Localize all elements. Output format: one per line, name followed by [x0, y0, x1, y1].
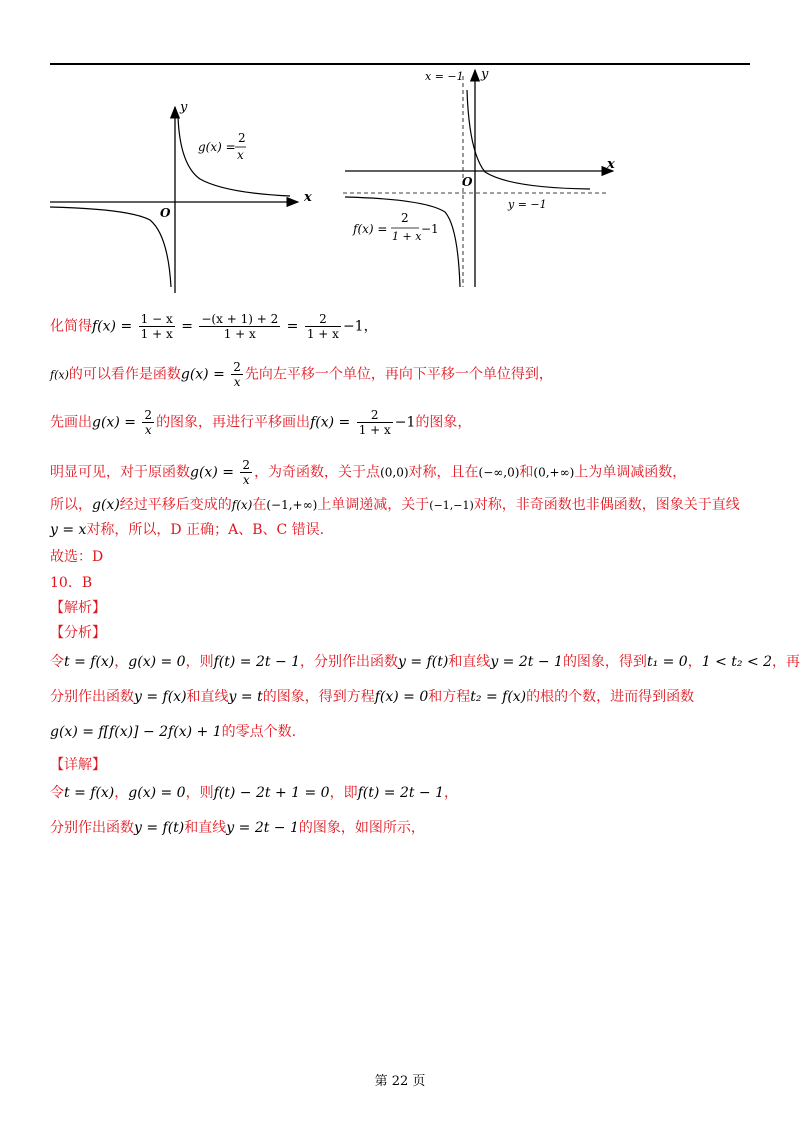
paragraph-translation: f(x)的可以看作是函数g(x) = $\frac{2}{x}$ 先向左平移一个单位，再向下平移一个单位得到， [50, 360, 553, 389]
func-label: g(x) = [198, 140, 236, 154]
paragraph-analysis-3: g(x) = f[f(x)] − 2f(x) + 1的零点个数. [50, 724, 297, 740]
page-number: 第 22 页 [374, 1074, 426, 1089]
curve-branch-right [178, 117, 290, 196]
curve-branch-right [467, 90, 590, 189]
func-den: x [237, 148, 244, 162]
y-axis-label: y [481, 67, 489, 82]
graph-g-of-x [50, 95, 320, 295]
x-axis-label: x [607, 157, 615, 172]
x-axis-label: x [304, 190, 312, 205]
paragraph-simplify: 化简得f(x) = $\frac{1 - x}{1 + x}$ = $\frac{-(x + 1) + 2}{1 + x}$ = $\frac{2}{1 + x}$ −1， [50, 312, 378, 341]
section-analysis: 【解析】 [50, 600, 106, 616]
paragraph-conclusion: 所以，g(x)经过平移后变成的f(x)在(−1,+∞)上单调递减，关于(−1,−1)对称，非奇函数也非偶函数，图象关于直线 [50, 497, 740, 513]
y-axis-label: y [180, 100, 188, 115]
curve-branch-left [50, 207, 171, 287]
origin-label: O [462, 175, 473, 189]
paragraph-symmetry: y = x对称，所以，D 正确；A、B、C 错误. [50, 522, 325, 538]
vertical-asymptote-label: x = −1 [425, 70, 464, 83]
graph-f-of-x [335, 62, 635, 297]
paragraph-solution-2: 分别作出函数y = f(t)和直线y = 2t − 1的图象，如图所示， [50, 820, 425, 836]
func-label: f(x) = [353, 222, 388, 236]
paragraph-analysis-1: 令t = f(x)，g(x) = 0，则f(t) = 2t − 1，分别作出函数y = f(t)和直线y = 2t − 1的图象，得到t₁ = 0，1 < t₂ < 2，再 [50, 654, 800, 670]
paragraph-draw-graph: 先画出g(x) = $\frac{2}{x}$ 的图象，再进行平移画出f(x) = $\frac{2}{1 + x}$ −1的图象， [50, 408, 472, 437]
paragraph-solution-1: 令t = f(x)，g(x) = 0，则f(t) − 2t + 1 = 0，即f(t) = 2t − 1， [50, 785, 459, 801]
func-tail: −1 [421, 222, 439, 236]
question-number: 10．B [50, 575, 93, 591]
func-num: 2 [238, 131, 246, 145]
section-breakdown: 【分析】 [50, 625, 106, 641]
section-detailed-solution: 【详解】 [50, 757, 106, 773]
func-den: 1 + x [392, 230, 422, 243]
paragraph-analysis-2: 分别作出函数y = f(x)和直线y = t的图象，得到方程f(x) = 0和方程t₂ = f(x)的根的个数，进而得到函数 [50, 689, 695, 705]
paragraph-odd-function: 明显可见，对于原函数g(x) = $\frac{2}{x}$ ，为奇函数，关于点(0,0)对称，且在(−∞,0)和(0,+∞)上为单调减函数， [50, 458, 687, 487]
answer-choice: 故选：D [50, 549, 104, 565]
horizontal-asymptote-label: y = −1 [508, 198, 547, 211]
origin-label: O [160, 206, 171, 220]
func-num: 2 [401, 211, 409, 225]
